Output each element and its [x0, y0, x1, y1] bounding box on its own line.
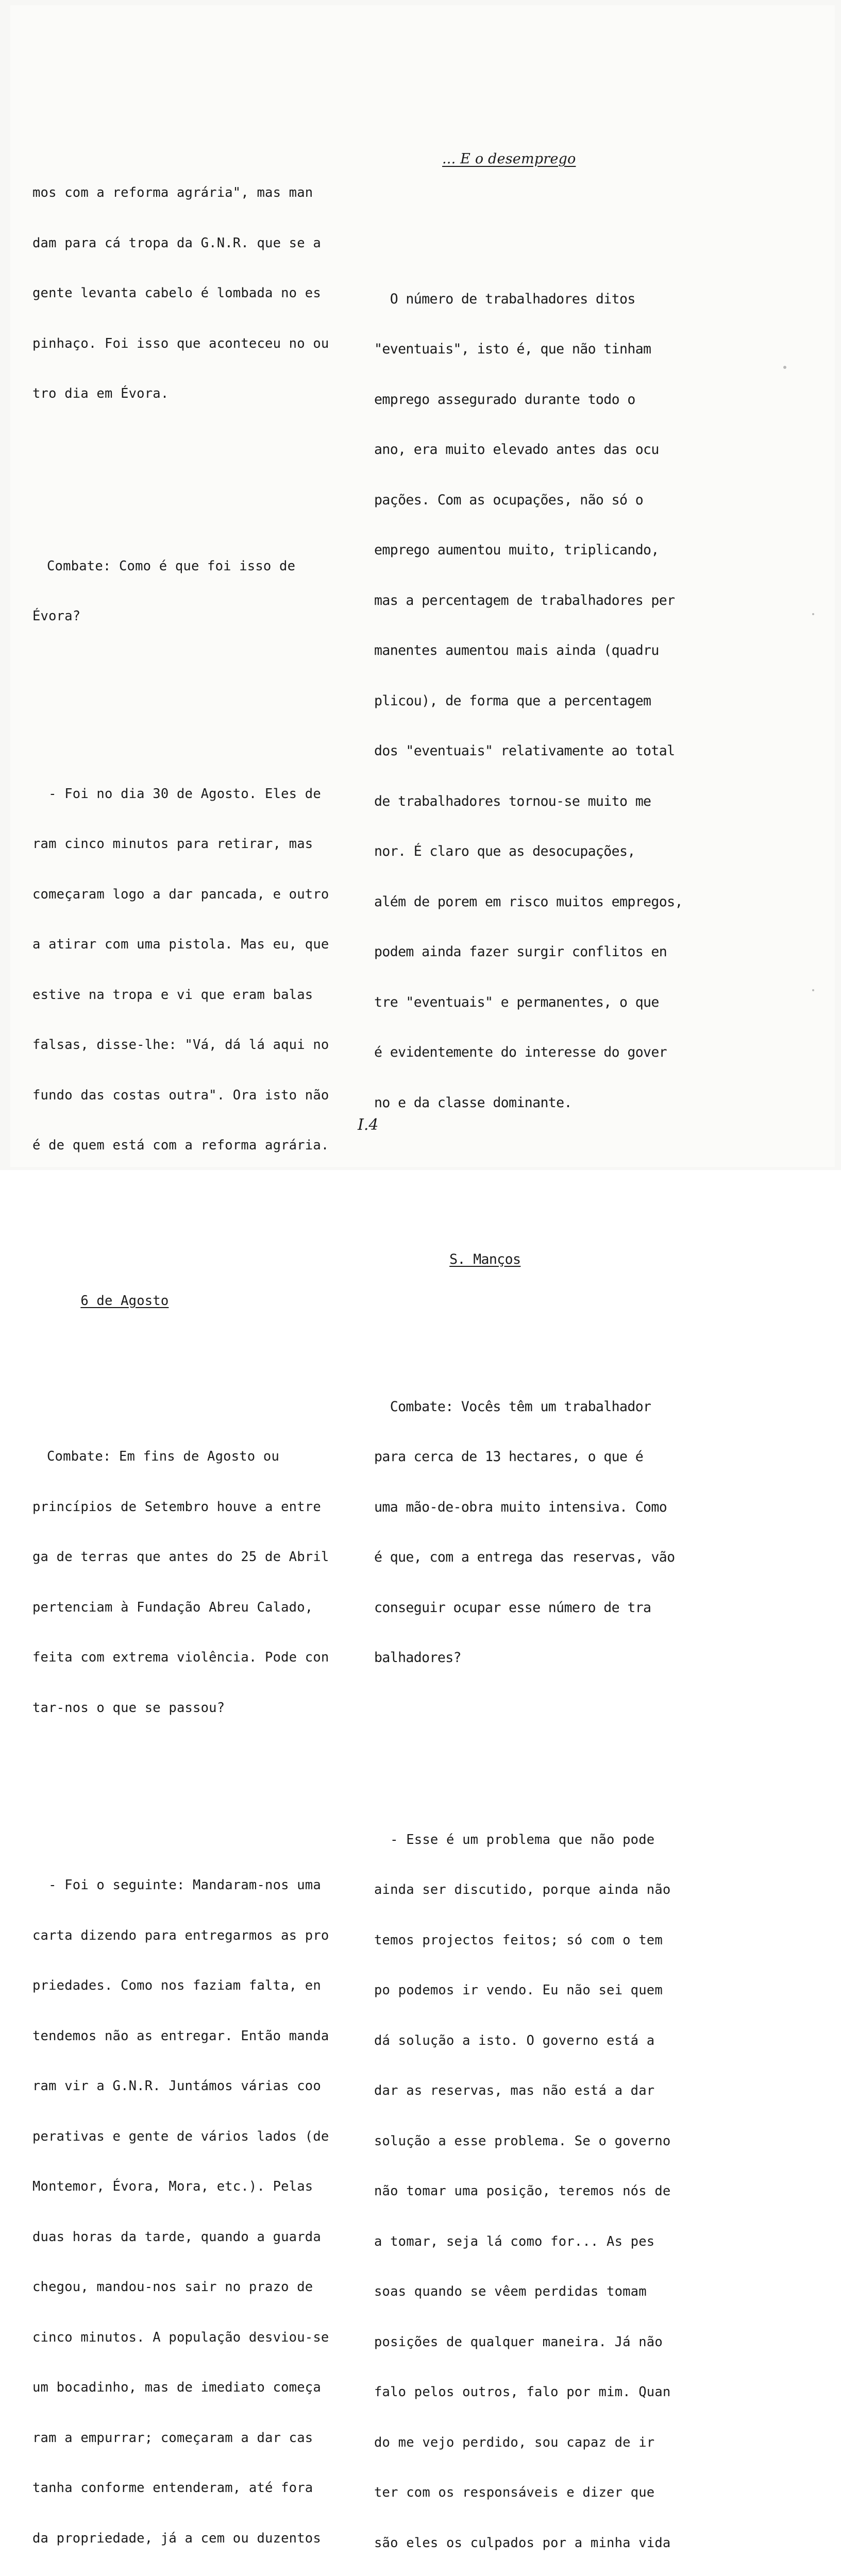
text-line: tendemos não as entregar. Então manda [32, 2028, 337, 2045]
text-line: ram a empurrar; começaram a dar cas [32, 2430, 337, 2447]
paper-speck [812, 989, 814, 991]
text-line: um bocadinho, mas de imediato começa [32, 2379, 337, 2396]
text-line: fundo das costas outra". Ora isto não [32, 1087, 337, 1104]
text-line: posições de qualquer maneira. Já não [374, 2334, 725, 2351]
text-line: emprego assegurado durante todo o [374, 392, 725, 409]
text-line: Montemor, Évora, Mora, etc.). Pelas [32, 2178, 337, 2195]
text-line: perativas e gente de vários lados (de [32, 2128, 337, 2145]
text-line: Combate: Em fins de Agosto ou [32, 1448, 337, 1465]
text-line: a atirar com uma pistola. Mas eu, que [32, 936, 337, 953]
text-line: conseguir ocupar esse número de tra [374, 1600, 725, 1617]
heading-s-mancos: S. Manços [449, 1251, 520, 1268]
paragraph [32, 1843, 337, 2576]
text-line: uma mão-de-obra muito intensiva. Como [374, 1499, 725, 1516]
text-line: pertenciam à Fundação Abreu Calado, [32, 1599, 337, 1616]
text-line: emprego aumentou muito, triplicando, [374, 542, 725, 559]
text-line: O número de trabalhadores ditos [374, 291, 725, 308]
text-line: priedades. Como nos faziam falta, en [32, 1977, 337, 1994]
text-line: ter com os responsáveis e dizer que [374, 2484, 725, 2501]
text-line: da propriedade, já a cem ou duzentos [32, 2530, 337, 2547]
text-line: pinhaço. Foi isso que aconteceu no ou [32, 335, 337, 352]
text-line: estive na tropa e vi que eram balas [32, 987, 337, 1004]
text-line: princípios de Setembro houve a entre [32, 1499, 337, 1516]
text-line: chegou, mandou-nos sair no prazo de [32, 2279, 337, 2296]
text-line: Combate: Vocês têm um trabalhador [374, 1399, 725, 1416]
text-line: ram cinco minutos para retirar, mas [32, 836, 337, 853]
paragraph [32, 752, 337, 1188]
heading-6-de-agosto: 6 de Agosto [80, 1293, 169, 1310]
text-line: plicou), de forma que a percentagem [374, 693, 725, 710]
text-line: é que, com a entrega das reservas, vão [374, 1549, 725, 1566]
text-line: no e da classe dominante. [374, 1095, 725, 1112]
text-line: tanha conforme entenderam, até fora [32, 2480, 337, 2497]
paper-speck [783, 366, 786, 369]
text-line: duas horas da tarde, quando a guarda [32, 2229, 337, 2246]
paragraph [32, 524, 337, 658]
text-line: dá solução a isto. O governo está a [374, 2032, 725, 2049]
text-line: não tomar uma posição, teremos nós de [374, 2183, 725, 2200]
text-line: pações. Com as ocupações, não só o [374, 492, 725, 509]
text-line: "eventuais", isto é, que não tinham [374, 341, 725, 358]
text-line: solução a esse problema. Se o governo [374, 2133, 725, 2150]
text-line: tar-nos o que se passou? [32, 1700, 337, 1717]
left-column [32, 117, 337, 2576]
paper-speck [812, 613, 814, 615]
text-line: - Foi o seguinte: Mandaram-nos uma [32, 1877, 337, 1894]
paragraph [32, 151, 337, 436]
paragraph [374, 1798, 725, 2576]
paragraph [32, 1415, 337, 1750]
text-line: tro dia em Évora. [32, 385, 337, 402]
text-line: soas quando se vêem perdidas tomam [374, 2283, 725, 2300]
text-line: são eles os culpados por a minha vida [374, 2535, 725, 2552]
text-line: feita com extrema violência. Pode con [32, 1649, 337, 1666]
text-line: ano, era muito elevado antes das ocu [374, 442, 725, 459]
text-line: podem ainda fazer surgir conflitos en [374, 944, 725, 961]
text-line: Combate: Como é que foi isso de [47, 558, 337, 575]
text-line: cinco minutos. A população desviou-se [32, 2329, 337, 2346]
text-line: tre "eventuais" e permanentes, o que [374, 994, 725, 1011]
text-line: temos projectos feitos; só com o tem [374, 1932, 725, 1949]
text-line: para cerca de 13 hectares, o que é [374, 1449, 725, 1466]
text-line: gente levanta cabelo é lombada no es [32, 285, 337, 302]
text-line: dam para cá tropa da G.N.R. que se a [32, 235, 337, 252]
text-line: ram vir a G.N.R. Juntámos várias coo [32, 2078, 337, 2095]
text-line: nor. É claro que as desocupações, [374, 843, 725, 860]
paragraph [374, 258, 725, 1145]
text-line: a tomar, seja lá como for... As pes [374, 2233, 725, 2250]
page-number: I.4 [358, 1116, 378, 1134]
section-heading [374, 1234, 725, 1285]
section-heading [32, 1276, 337, 1327]
scanned-page [0, 0, 841, 1170]
text-line: Évora? [32, 608, 337, 625]
text-line: - Foi no dia 30 de Agosto. Eles de [32, 786, 337, 803]
text-line: de trabalhadores tornou-se muito me [374, 793, 725, 810]
paragraph [374, 1365, 725, 1700]
text-line: do me vejo perdido, sou capaz de ir [374, 2434, 725, 2451]
heading-e-o-desemprego: ... E o desemprego [374, 151, 725, 168]
text-line: manentes aumentou mais ainda (quadru [374, 642, 725, 659]
text-line: começaram logo a dar pancada, e outro [32, 886, 337, 903]
text-line: ainda ser discutido, porque ainda não [374, 1882, 725, 1899]
text-line: é de quem está com a reforma agrária. [32, 1137, 337, 1154]
text-line: carta dizendo para entregarmos as pro [32, 1927, 337, 1944]
text-line: - Esse é um problema que não pode [374, 1832, 725, 1849]
text-line: ga de terras que antes do 25 de Abril [32, 1549, 337, 1566]
text-line: mos com a reforma agrária", mas man [32, 184, 337, 201]
text-line: po podemos ir vendo. Eu não sei quem [374, 1982, 725, 1999]
text-line: além de porem em risco muitos empregos, [374, 894, 725, 911]
text-line: dos "eventuais" relativamente ao total [374, 743, 725, 760]
text-line: falo pelos outros, falo por mim. Quan [374, 2384, 725, 2401]
text-line: falsas, disse-lhe: "Vá, dá lá aqui no [32, 1037, 337, 1054]
right-column [374, 117, 725, 2576]
text-line: dar as reservas, mas não está a dar [374, 2082, 725, 2099]
text-line: mas a percentagem de trabalhadores per [374, 592, 725, 609]
text-line: balhadores? [374, 1650, 725, 1667]
text-line: é evidentemente do interesse do gover [374, 1044, 725, 1061]
